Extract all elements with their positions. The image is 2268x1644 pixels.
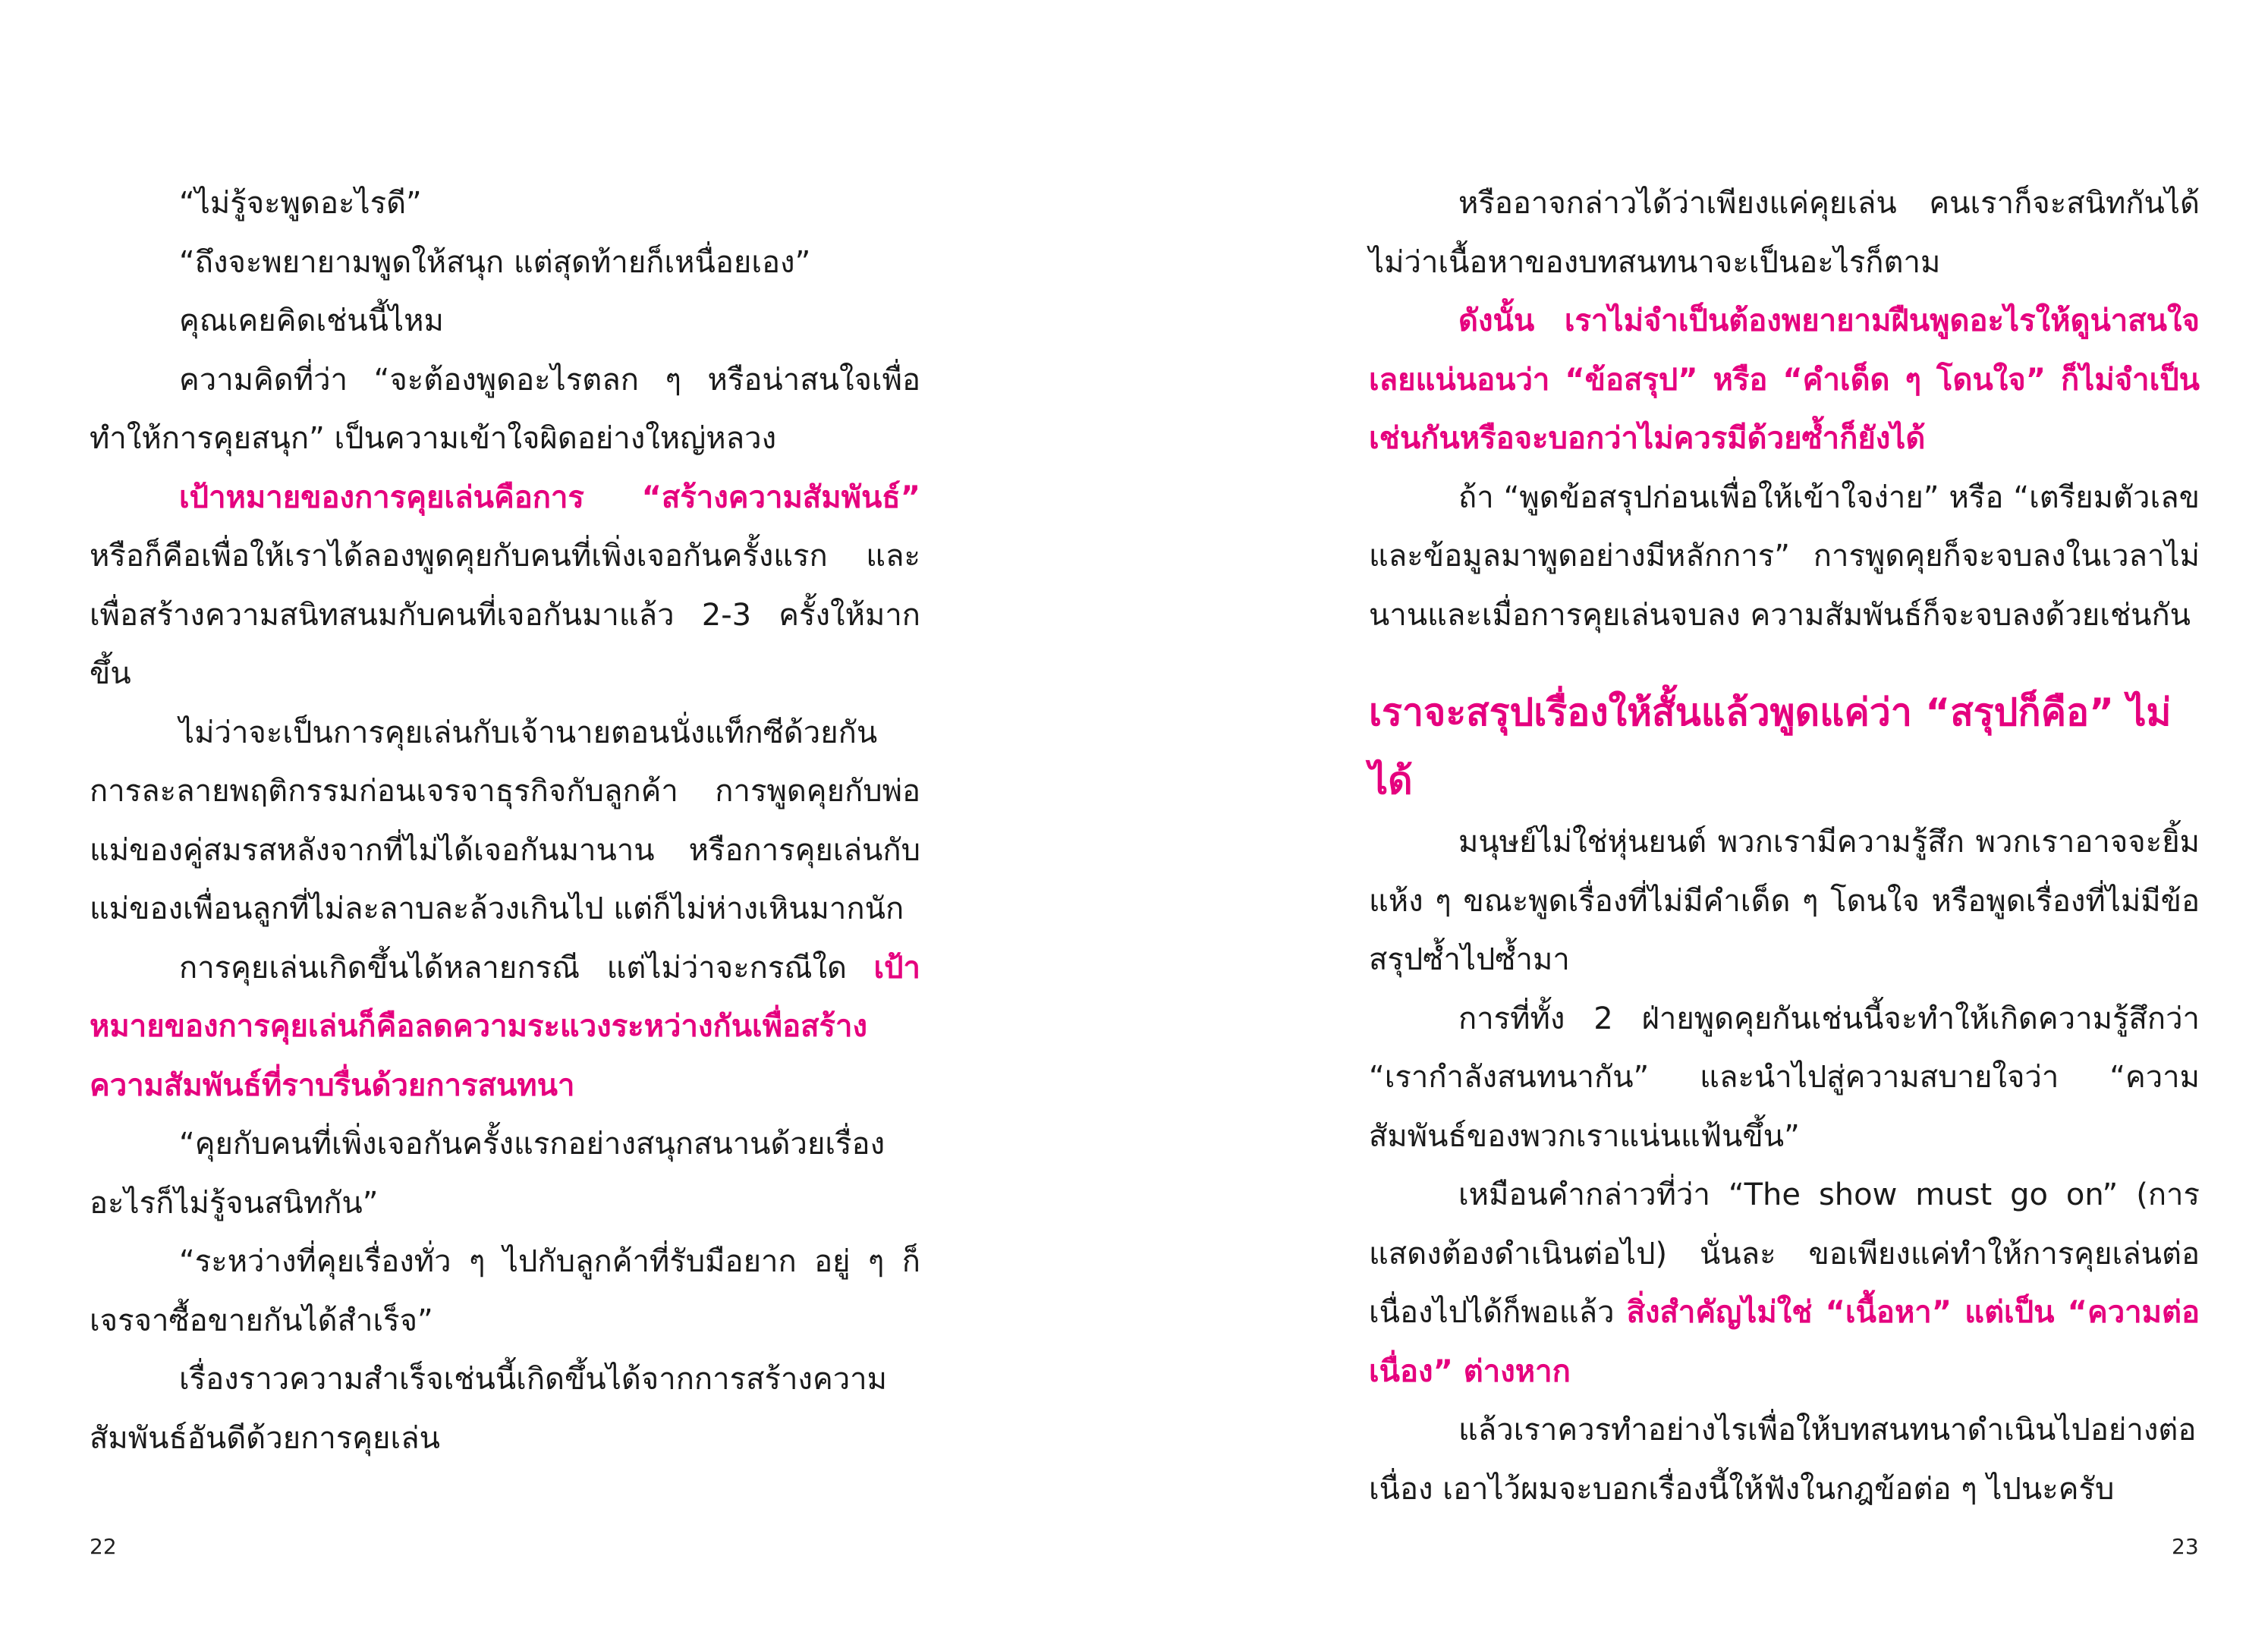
paragraph xyxy=(90,1115,920,1233)
paragraph xyxy=(1369,813,2200,990)
paragraph xyxy=(1369,1401,2200,1519)
paragraph xyxy=(1369,174,2200,292)
page-number-right: 23 xyxy=(2172,1534,2199,1559)
right-page-intro xyxy=(1369,174,2200,645)
body-text: ไม่ว่าจะเป็นการคุยเล่นกับเจ้านายตอนนั่งแท็กซีด้วยกัน การละลายพฤติกรรมก่อนเจรจาธุรกิจกับลูกค้า การพูดคุยกับพ่อแม่ของคู่สมรสหลังจากที่ไม่ได้เจอกันมานาน หรือการคุยเล่นกับแม่ของเพื่อนลูกที่ไม่ละลาบละล้วงเกินไป แต่ก็ไม่ห่างเหินมากนัก xyxy=(90,715,920,926)
paragraph xyxy=(1369,990,2200,1167)
body-text: “คุยกับคนที่เพิ่งเจอกันครั้งแรกอย่างสนุกสนานด้วยเรื่องอะไรก็ไม่รู้จนสนิทกัน” xyxy=(90,1127,885,1221)
body-text: เรื่องราวความสำเร็จเช่นนี้เกิดขึ้นได้จากการสร้างความสัมพันธ์อันดีด้วยการคุยเล่น xyxy=(90,1362,888,1456)
highlighted-text: ดังนั้น เราไม่จำเป็นต้องพยายามฝืนพูดอะไรให้ดูน่าสนใจเลยแน่นอนว่า “ข้อสรุป” หรือ “คำเด็ด ๆ โดนใจ” ก็ไม่จำเป็นเช่นกันหรือจะบอกว่าไม่ควรมีด้วยซ้ำก็ยังได้ xyxy=(1369,303,2200,456)
highlighted-text: เป้าหมายของการคุยเล่นคือการ “สร้างความสัมพันธ์” xyxy=(179,479,920,515)
right-page xyxy=(1134,0,2268,1644)
body-text: เหมือนคำกล่าวที่ว่า “The show must go on” (การแสดงต้องดำเนินต่อไป) นั่นละ ขอเพียงแค่ทำให้การคุยเล่นต่อเนื่องไปได้ก็พอแล้ว xyxy=(1369,1177,2200,1330)
body-text: “ถึงจะพยายามพูดให้สนุก แต่สุดท้ายก็เหนื่อยเอง” xyxy=(179,244,811,280)
body-text: ถ้า “พูดข้อสรุปก่อนเพื่อให้เข้าใจง่าย” หรือ “เตรียมตัวเลขและข้อมูลมาพูดอย่างมีหลักการ” การพูดคุยก็จะจบลงในเวลาไม่นานและเมื่อการคุยเล่นจบลง ความสัมพันธ์ก็จะจบลงด้วยเช่นกัน xyxy=(1369,479,2200,633)
body-text: ความคิดที่ว่า “จะต้องพูดอะไรตลก ๆ หรือน่าสนใจเพื่อทำให้การคุยสนุก” เป็นความเข้าใจผิดอย่างใหญ่หลวง xyxy=(90,362,920,456)
right-page-section xyxy=(1369,813,2200,1519)
paragraph xyxy=(90,939,920,1116)
page-number-left: 22 xyxy=(90,1534,117,1559)
paragraph xyxy=(90,234,920,293)
body-text: หรือก็คือเพื่อให้เราได้ลองพูดคุยกับคนที่เพิ่งเจอกันครั้งแรก และเพื่อสร้างความสนิทสนมกับคนที่เจอกันมาแล้ว 2-3 ครั้งให้มากขึ้น xyxy=(90,539,920,691)
section-heading: เราจะสรุปเรื่องให้สั้นแล้วพูดแค่ว่า “สรุปก็คือ” ไม่ได้ xyxy=(1369,690,2172,803)
right-page-body xyxy=(1369,174,2200,1519)
body-text: “ระหว่างที่คุยเรื่องทั่ว ๆ ไปกับลูกค้าที่รับมือยาก อยู่ ๆ ก็เจรจาซื้อขายกันได้สำเร็จ” xyxy=(90,1244,920,1338)
paragraph xyxy=(90,292,920,351)
paragraph xyxy=(90,351,920,469)
paragraph xyxy=(1369,469,2200,646)
paragraph xyxy=(90,469,920,704)
highlighted-text: สิ่งสำคัญไม่ใช่ “เนื้อหา” แต่เป็น “ความต่อเนื่อง” ต่างหาก xyxy=(1369,1295,2200,1389)
body-text: การคุยเล่นเกิดขึ้นได้หลายกรณี แต่ไม่ว่าจะกรณีใด xyxy=(179,950,874,985)
body-text: คุณเคยคิดเช่นนี้ไหม xyxy=(179,303,444,338)
highlighted-text: เป้าหมายของการคุยเล่นก็คือลดความระแวงระหว่างกันเพื่อสร้างความสัมพันธ์ที่ราบรื่นด้วยการสนทนา xyxy=(90,950,920,1103)
left-page-body xyxy=(90,174,920,1468)
body-text: “ไม่รู้จะพูดอะไรดี” xyxy=(179,186,422,221)
body-text: หรืออาจกล่าวได้ว่าเพียงแค่คุยเล่น คนเราก็จะสนิทกันได้ไม่ว่าเนื้อหาของบทสนทนาจะเป็นอะไรก็ตาม xyxy=(1369,186,2200,280)
paragraph xyxy=(90,174,920,234)
body-text: มนุษย์ไม่ใช่หุ่นยนต์ พวกเรามีความรู้สึก พวกเราอาจจะยิ้มแห้ง ๆ ขณะพูดเรื่องที่ไม่มีคำเด็ด ๆ โดนใจ หรือพูดเรื่องที่ไม่มีข้อสรุปซ้ำไปซ้ำมา xyxy=(1369,825,2200,977)
body-text: การที่ทั้ง 2 ฝ่ายพูดคุยกันเช่นนี้จะทำให้เกิดความรู้สึกว่า “เรากำลังสนทนากัน” และนำไปสู่ความสบายใจว่า “ความสัมพันธ์ของพวกเราแน่นแฟ้นขึ้น” xyxy=(1369,1001,2200,1154)
paragraph xyxy=(90,1350,920,1468)
paragraph xyxy=(1369,1166,2200,1401)
paragraph xyxy=(90,1233,920,1350)
body-text: แล้วเราควรทำอย่างไรเพื่อให้บทสนทนาดำเนินไปอย่างต่อเนื่อง เอาไว้ผมจะบอกเรื่องนี้ให้ฟังในกฎข้อต่อ ๆ ไปนะครับ xyxy=(1369,1413,2197,1507)
paragraph xyxy=(1369,292,2200,469)
paragraph xyxy=(90,704,920,939)
